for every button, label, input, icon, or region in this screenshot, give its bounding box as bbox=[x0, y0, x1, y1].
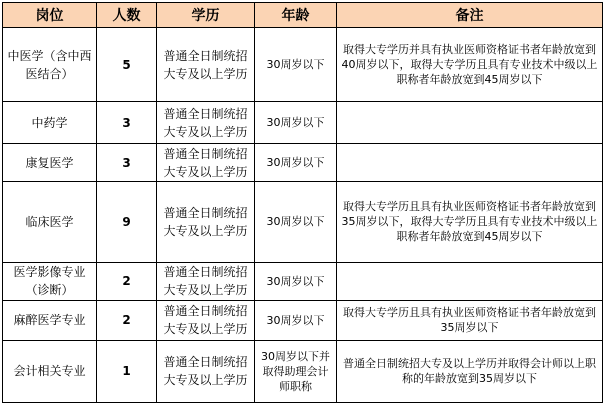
count-cell: 2 bbox=[97, 262, 157, 300]
count-cell: 3 bbox=[97, 144, 157, 182]
position-cell: 医学影像专业（诊断） bbox=[3, 262, 97, 300]
education-cell: 普通全日制统招大专及以上学历 bbox=[157, 144, 255, 182]
position-cell: 麻醉医学专业 bbox=[3, 300, 97, 340]
remark-cell: 普通全日制统招大专及以上学历并取得会计师以上职称的年龄放宽到35周岁以下 bbox=[337, 340, 603, 402]
age-cell: 30周岁以下并取得助理会计师职称 bbox=[255, 340, 337, 402]
remark-cell: 取得大专学历且具有执业医师资格证书者年龄放宽到35周岁以下，取得大专学历且具有专业技术中级以上职称者年龄放宽到45周岁以下 bbox=[337, 182, 603, 262]
header-education: 学历 bbox=[157, 3, 255, 28]
age-cell: 30周岁以下 bbox=[255, 182, 337, 262]
count-cell: 1 bbox=[97, 340, 157, 402]
education-cell: 普通全日制统招大专及以上学历 bbox=[157, 102, 255, 144]
remark-cell: 取得大专学历并具有执业医师资格证书者年龄放宽到40周岁以下，取得大专学历且具有专业技术中级以上职称者年龄放宽到45周岁以下 bbox=[337, 28, 603, 102]
count-cell: 2 bbox=[97, 300, 157, 340]
position-cell: 中医学（含中西医结合） bbox=[3, 28, 97, 102]
table-row bbox=[3, 144, 603, 182]
position-cell: 临床医学 bbox=[3, 182, 97, 262]
header-age: 年龄 bbox=[255, 3, 337, 28]
remark-cell bbox=[337, 144, 603, 182]
table-row bbox=[3, 262, 603, 300]
remark-cell bbox=[337, 102, 603, 144]
remark-cell: 取得大专学历且具有执业医师资格证书者年龄放宽到35周岁以下 bbox=[337, 300, 603, 340]
count-cell: 5 bbox=[97, 28, 157, 102]
header-position: 岗位 bbox=[3, 3, 97, 28]
age-cell: 30周岁以下 bbox=[255, 300, 337, 340]
count-cell: 9 bbox=[97, 182, 157, 262]
recruitment-table bbox=[2, 2, 603, 403]
education-cell: 普通全日制统招大专及以上学历 bbox=[157, 340, 255, 402]
header-count: 人数 bbox=[97, 3, 157, 28]
education-cell: 普通全日制统招大专及以上学历 bbox=[157, 28, 255, 102]
count-cell: 3 bbox=[97, 102, 157, 144]
table-row bbox=[3, 300, 603, 340]
age-cell: 30周岁以下 bbox=[255, 144, 337, 182]
remark-cell bbox=[337, 262, 603, 300]
education-cell: 普通全日制统招大专及以上学历 bbox=[157, 262, 255, 300]
position-cell: 中药学 bbox=[3, 102, 97, 144]
header-row bbox=[3, 3, 603, 28]
position-cell: 康复医学 bbox=[3, 144, 97, 182]
table-row bbox=[3, 182, 603, 262]
age-cell: 30周岁以下 bbox=[255, 28, 337, 102]
education-cell: 普通全日制统招大专及以上学历 bbox=[157, 182, 255, 262]
table-row bbox=[3, 340, 603, 402]
position-cell: 会计相关专业 bbox=[3, 340, 97, 402]
age-cell: 30周岁以下 bbox=[255, 262, 337, 300]
table-row bbox=[3, 102, 603, 144]
age-cell: 30周岁以下 bbox=[255, 102, 337, 144]
education-cell: 普通全日制统招大专及以上学历 bbox=[157, 300, 255, 340]
header-remark: 备注 bbox=[337, 3, 603, 28]
table-row bbox=[3, 28, 603, 102]
